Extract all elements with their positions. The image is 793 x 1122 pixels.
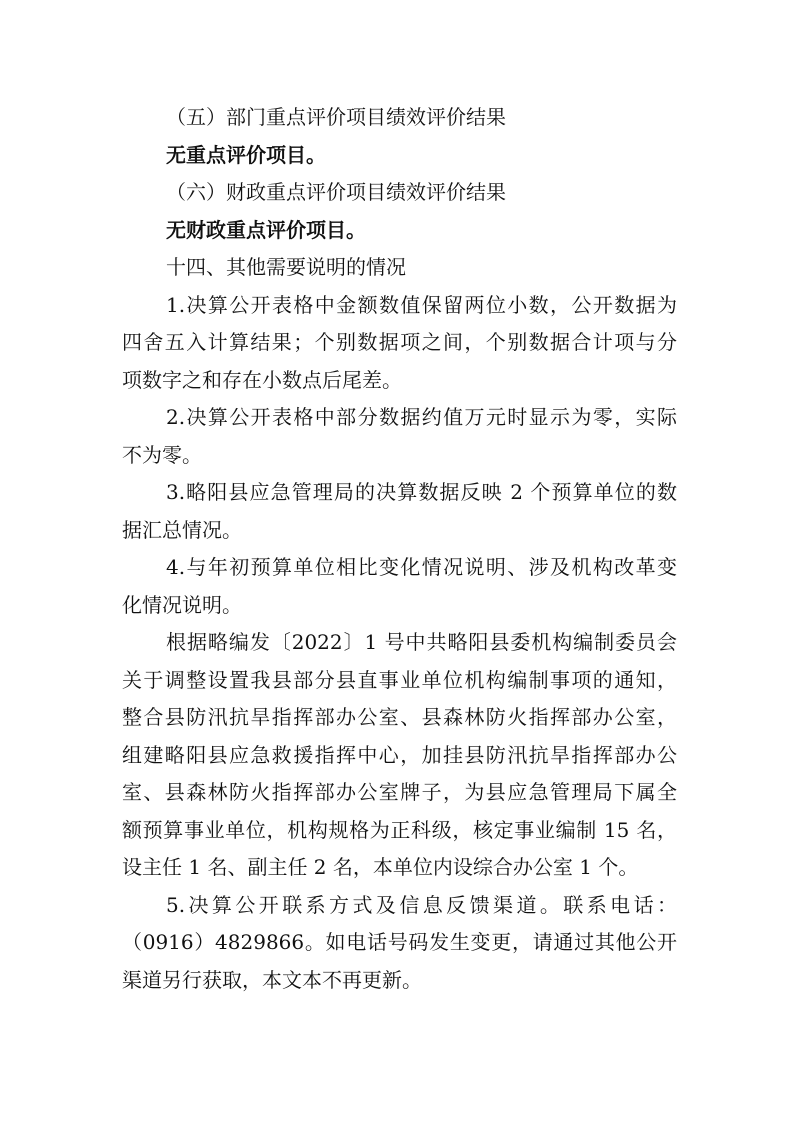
contact-phone-line: （0916）4829866。如电话号码发生变更，请通过其他公开 xyxy=(122,930,677,954)
paragraph-line: 不为零。 xyxy=(122,442,202,467)
section-14-heading: 十四、其他需要说明的情况 xyxy=(166,255,406,279)
paragraph-line: 室、县森林防火指挥部办公室牌子，为县应急管理局下属全 xyxy=(122,780,677,804)
item-2-paragraph xyxy=(122,399,677,474)
paragraph-line: 关于调整设置我县部分县直事业单位机构编制事项的通知， xyxy=(122,667,677,692)
paragraph-line: 1.决算公开表格中金额数值保留两位小数，公开数据为 xyxy=(166,292,677,317)
item-3-paragraph xyxy=(122,474,677,549)
paragraph-line: 根据略编发〔2022〕1 号中共略阳县委机构编制委员会 xyxy=(166,630,677,654)
paragraph-line: 2.决算公开表格中部分数据约值万元时显示为零，实际 xyxy=(166,405,677,429)
item-1-paragraph xyxy=(122,287,677,400)
section-5-heading: （五）部门重点评价项目绩效评价结果 xyxy=(166,105,506,129)
reorganization-paragraph xyxy=(122,624,677,887)
paragraph-line: 化情况说明。 xyxy=(122,592,242,617)
section-6-note: 无财政重点评价项目。 xyxy=(166,217,366,242)
paragraph-line: 3.略阳县应急管理局的决算数据反映 2 个预算单位的数 xyxy=(166,480,677,504)
paragraph-line: 4.与年初预算单位相比变化情况说明、涉及机构改革变 xyxy=(166,555,677,579)
paragraph-line: 设主任 1 名、副主任 2 名，本单位内设综合办公室 1 个。 xyxy=(122,855,639,879)
paragraph-line: 渠道另行获取，本文本不再更新。 xyxy=(122,967,422,992)
paragraph-line: 5.决算公开联系方式及信息反馈渠道。联系电话： xyxy=(166,892,677,917)
paragraph-line: 组建略阳县应急救援指挥中心，加挂县防汛抗旱指挥部办公 xyxy=(122,742,677,767)
paragraph-line: 据汇总情况。 xyxy=(122,517,242,542)
paragraph-line: 项数字之和存在小数点后尾差。 xyxy=(122,367,402,392)
item-4-paragraph xyxy=(122,549,677,624)
paragraph-line: 四舍五入计算结果；个别数据项之间，个别数据合计项与分 xyxy=(122,330,677,354)
document-body xyxy=(122,99,677,999)
paragraph-line: 额预算事业单位，机构规格为正科级，核定事业编制 15 名， xyxy=(122,817,677,842)
section-6-heading: （六）财政重点评价项目绩效评价结果 xyxy=(166,180,506,204)
item-5-paragraph xyxy=(122,887,677,1000)
section-5-note: 无重点评价项目。 xyxy=(166,142,326,167)
paragraph-line: 整合县防汛抗旱指挥部办公室、县森林防火指挥部办公室， xyxy=(122,705,677,729)
